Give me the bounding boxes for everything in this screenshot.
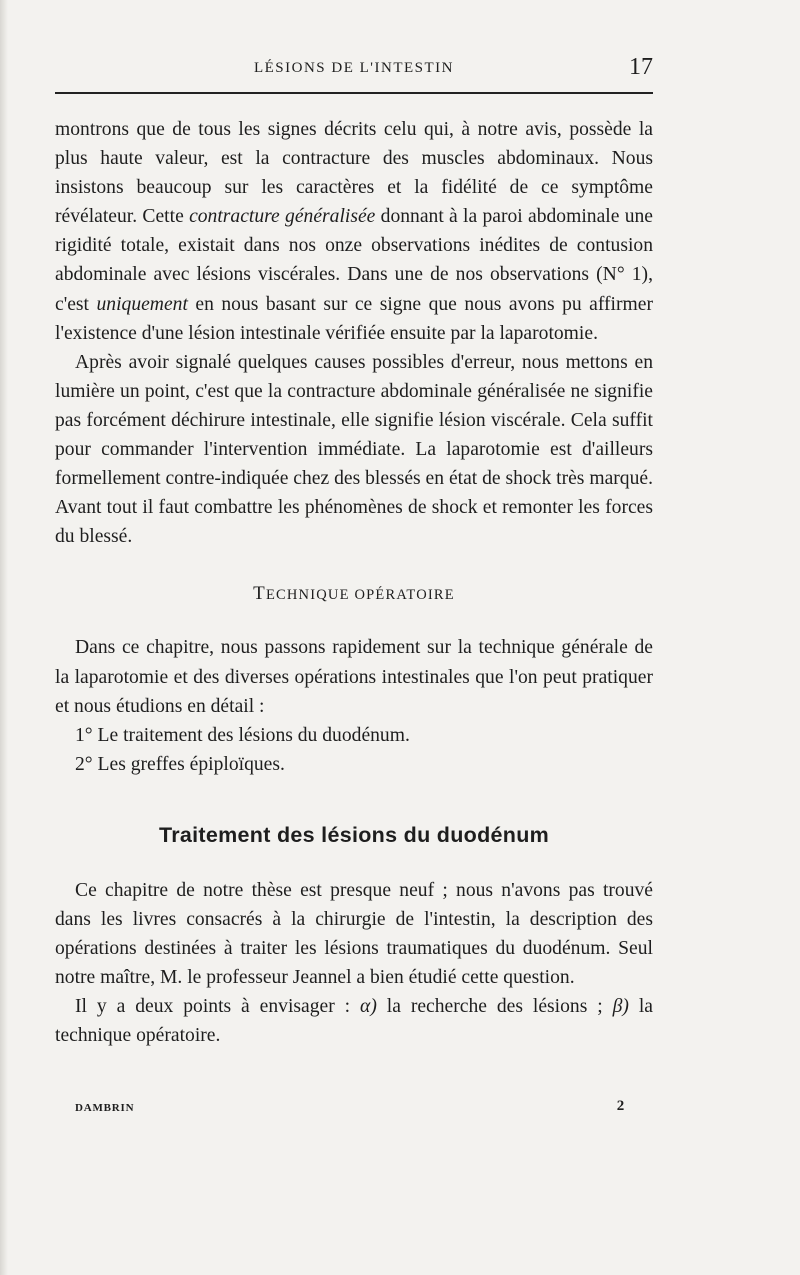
section-title-cap: T [253, 583, 266, 605]
page-spine-shadow [0, 0, 8, 1275]
printer-signature: DAMBRIN [75, 1102, 135, 1114]
paragraph-chapitre-intro: Dans ce chapitre, nous passons rapidement sur la technique générale de la laparotomie et des diverses opérations intestinales que l'on peut pratiquer et nous étudions en détail : [55, 637, 653, 717]
italic-term: uniquement [96, 293, 188, 315]
text-run: Il y a deux points à envisager : [75, 996, 361, 1018]
page-body [55, 115, 653, 1050]
enumerated-list [55, 721, 653, 779]
section-heading-duodenum: Traitement des lésions du duodénum [158, 822, 550, 847]
page-number: 17 [629, 54, 653, 80]
paragraph-contracture [55, 115, 653, 348]
italic-term: contracture généralisée [189, 206, 376, 228]
paragraph-these-neuf: Ce chapitre de notre thèse est presque neuf ; nous n'avons pas trouvé dans les livres consacrés à la chirurgie de l'intestin, la description des opérations destinées à traiter les lésions traumatiques du duodénum. Seul notre maître, M. le professeur Jeannel a bien étudié cette question. [55, 879, 653, 989]
paragraph-causes-erreur: Après avoir signalé quelques causes possibles d'erreur, nous mettons en lumière un point, c'est que la contracture abdominale généralisée ne signifie pas forcément déchirure intestinale, elle signifie lésion viscérale. Cela suffit pour commander l'intervention immédiate. La laparotomie est d'ailleurs formellement contre-indiquée chez des blessés en état de shock très marqué. Avant tout il faut combattre les phénomènes de shock et remonter les forces du blessé. [55, 351, 653, 548]
text-run: la technique opératoire. [55, 996, 653, 1047]
text-run: montrons que de tous les signes décrits celu qui, à notre avis, possède la plus haute valeur, est la contracture des muscles abdominaux. Nous insistons beaucoup sur les caractères et la fidélité de ce symptôme révélateur. Cette [55, 119, 653, 228]
text-run: donnant à la paroi abdominale une rigidité totale, existait dans nos onze observations inédites de contusion abdominale avec lésions viscérales. Dans une de nos observations (N° 1), c'est [55, 206, 654, 315]
list-item: 2° Les greffes épiploïques. [75, 753, 285, 775]
running-title: LÉSIONS DE L'INTESTIN [253, 60, 454, 76]
paragraph-deux-points [55, 992, 653, 1050]
page-footer [75, 1098, 635, 1118]
list-item: 1° Le traitement des lésions du duodénum. [75, 724, 410, 746]
section-title-rest: ECHNIQUE OPÉRATOIRE [265, 587, 455, 604]
alpha-marker: α) [360, 996, 377, 1018]
sheet-number: 2 [616, 1098, 625, 1114]
section-title-technique [55, 583, 653, 605]
running-header [55, 54, 653, 94]
text-run: la recherche des lésions ; [376, 996, 613, 1018]
beta-marker: β) [612, 996, 629, 1018]
text-run: en nous basant sur ce signe que nous avons pu affirmer l'existence d'une lésion intestinale vérifiée ensuite par la laparotomie. [55, 293, 653, 344]
